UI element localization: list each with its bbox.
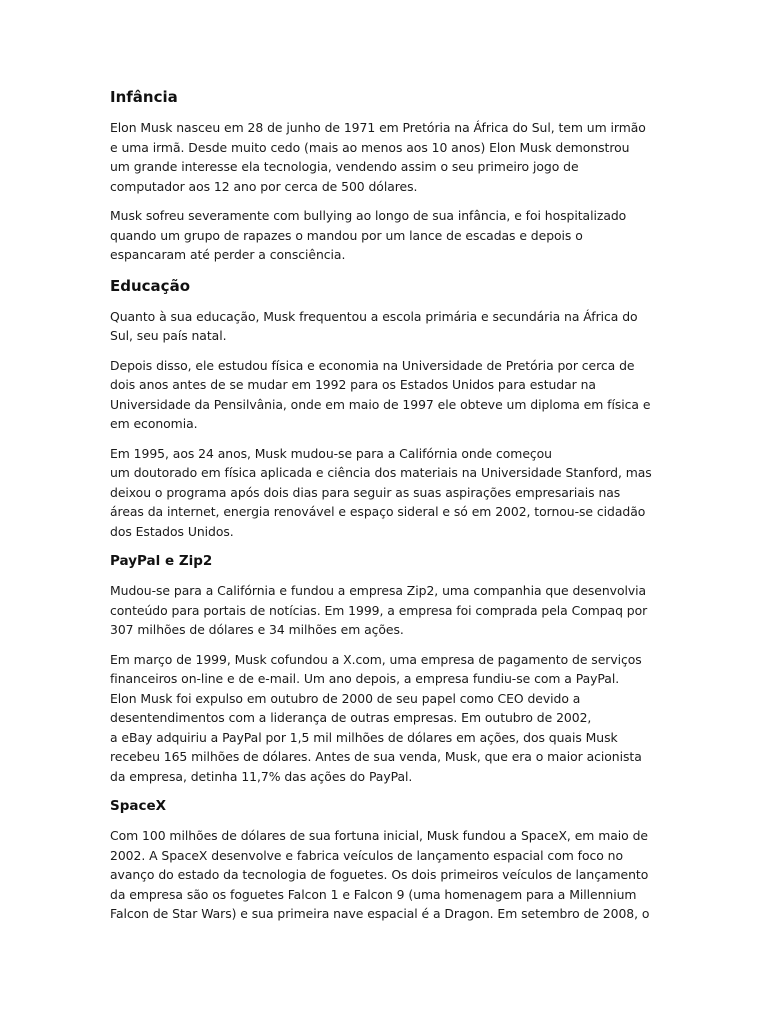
text-line: da empresa, detinha 11,7% das ações do PayPal. [110, 768, 413, 784]
section-heading-paypal-zip2: PayPal e Zip2 [110, 553, 213, 569]
text-line: áreas da internet, energia renovável e espaço sideral e só em 2002, tornou-se cidadão [110, 504, 646, 519]
paragraph [110, 206, 662, 265]
text-line: Sul, seu país natal. [110, 328, 227, 343]
text-line: computador aos 12 ano por cerca de 500 dólares. [110, 178, 418, 194]
text-line: em economia. [110, 416, 198, 431]
section-heading-infancia: Infância [110, 88, 178, 106]
text-line: 307 milhões de dólares e 34 milhões em ações. [110, 622, 404, 637]
text-line: 2002. A SpaceX desenvolve e fabrica veículos de lançamento espacial com foco no [110, 847, 623, 863]
text-line: Com 100 milhões de dólares de sua fortuna inicial, Musk fundou a SpaceX, em maio de [110, 828, 648, 843]
text-line: dos Estados Unidos. [110, 523, 234, 539]
text-line: Quanto à sua educação, Musk frequentou a escola primária e secundária na África do [110, 308, 638, 324]
text-line: Elon Musk nasceu em 28 de junho de 1971 em Pretória na África do Sul, tem um irmão [110, 120, 646, 135]
text-line: Em março de 1999, Musk cofundou a X.com, uma empresa de pagamento de serviços [110, 651, 642, 667]
text-line: um grande interesse ela tecnologia, vendendo assim o seu primeiro jogo de [110, 159, 579, 174]
text-line: a eBay adquiriu a PayPal por 1,5 mil milhões de dólares em ações, dos quais Musk [110, 729, 618, 745]
paragraph [110, 118, 662, 196]
text-line: espancaram até perder a consciência. [110, 247, 346, 262]
paragraph [110, 650, 662, 787]
text-line: financeiros on-line e de e-mail. Um ano depois, a empresa fundiu-se com a PayPal. [110, 671, 620, 686]
text-line: dois anos antes de se mudar em 1992 para os Estados Unidos para estudar na [110, 377, 596, 392]
text-line: da empresa são os foguetes Falcon 1 e Falcon 9 (uma homenagem para a Millennium [110, 886, 637, 902]
paragraph [110, 444, 662, 542]
paragraph [110, 356, 662, 434]
text-line: Falcon de Star Wars) e sua primeira nave espacial é a Dragon. Em setembro de 2008, o [110, 906, 650, 921]
text-line: avanço do estado da tecnologia de foguetes. Os dois primeiros veículos de lançamento [110, 867, 649, 882]
text-line: Elon Musk foi expulso em outubro de 2000 de seu papel como CEO devido a [110, 690, 581, 706]
text-line: um doutorado em física aplicada e ciência dos materiais na Universidade Stanford, mas [110, 465, 652, 480]
text-line: Depois disso, ele estudou física e economia na Universidade de Pretória por cerca de [110, 357, 635, 373]
paragraph [110, 307, 662, 346]
text-line: Mudou-se para a Califórnia e fundou a empresa Zip2, uma companhia que desenvolvia [110, 583, 647, 598]
text-line: deixou o programa após dois dias para seguir as suas aspirações empresariais nas [110, 484, 621, 500]
paragraph [110, 826, 662, 924]
text-line: conteúdo para portais de notícias. Em 1999, a empresa foi comprada pela Compaq por [110, 602, 648, 618]
text-line: Em 1995, aos 24 anos, Musk mudou-se para a Califórnia onde começou [110, 445, 552, 461]
section-heading-educacao: Educação [110, 276, 190, 295]
text-line: desentendimentos com a liderança de outras empresas. Em outubro de 2002, [110, 710, 592, 725]
text-line: Musk sofreu severamente com bullying ao longo de sua infância, e foi hospitalizado [110, 208, 627, 223]
text-line: Universidade da Pensilvânia, onde em maio de 1997 ele obteve um diploma em física e [110, 396, 651, 412]
text-line: e uma irmã. Desde muito cedo (mais ao menos aos 10 anos) Elon Musk demonstrou [110, 139, 630, 155]
document-page [110, 86, 662, 934]
paragraph [110, 581, 662, 640]
section-heading-spacex: SpaceX [110, 798, 167, 814]
text-line: recebeu 165 milhões de dólares. Antes de sua venda, Musk, que era o maior acionista [110, 749, 642, 764]
text-line: quando um grupo de rapazes o mandou por um lance de escadas e depois o [110, 227, 583, 243]
